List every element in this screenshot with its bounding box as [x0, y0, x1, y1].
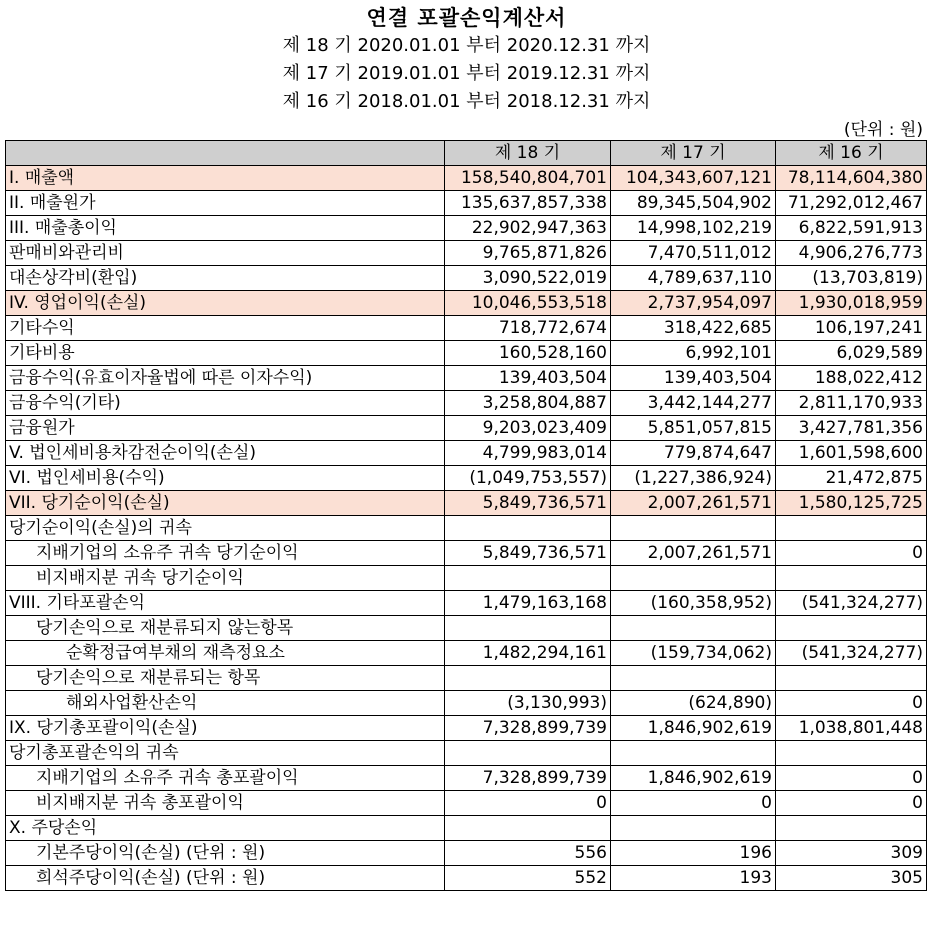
- value-18: 7,328,899,739: [445, 716, 611, 741]
- row-label: 당기총포괄손익의 귀속: [6, 741, 445, 766]
- row-label: 지배기업의 소유주 귀속 총포괄이익: [6, 766, 445, 791]
- value-18: [445, 741, 611, 766]
- table-row: [6, 666, 927, 691]
- table-row: [6, 841, 927, 866]
- row-label: 판매비와관리비: [6, 241, 445, 266]
- value-16: 188,022,412: [776, 366, 927, 391]
- value-18: [445, 566, 611, 591]
- value-17: 779,874,647: [611, 441, 776, 466]
- value-17: 1,846,902,619: [611, 716, 776, 741]
- value-16: 0: [776, 541, 927, 566]
- value-17: [611, 666, 776, 691]
- table-row: [6, 466, 927, 491]
- value-18: 135,637,857,338: [445, 191, 611, 216]
- table-body: [6, 166, 927, 891]
- value-17: 3,442,144,277: [611, 391, 776, 416]
- row-label: 대손상각비(환입): [6, 266, 445, 291]
- table-row: [6, 391, 927, 416]
- value-18: [445, 616, 611, 641]
- value-17: 14,998,102,219: [611, 216, 776, 241]
- row-label: 당기손익으로 재분류되는 항목: [6, 666, 445, 691]
- period-18: 제 18 기 2020.01.01 부터 2020.12.31 까지: [282, 35, 651, 56]
- value-16: [776, 816, 927, 841]
- header-row: [6, 141, 927, 166]
- row-label: III. 매출총이익: [6, 216, 445, 241]
- value-16: 106,197,241: [776, 316, 927, 341]
- value-17: 2,737,954,097: [611, 291, 776, 316]
- value-18: [445, 816, 611, 841]
- table-row: [6, 516, 927, 541]
- value-16: [776, 516, 927, 541]
- row-label: X. 주당손익: [6, 816, 445, 841]
- value-17: [611, 516, 776, 541]
- table-row: [6, 716, 927, 741]
- value-16: 0: [776, 791, 927, 816]
- page-title: 연결 포괄손익계산서: [366, 6, 567, 30]
- value-17: [611, 566, 776, 591]
- table-row: [6, 591, 927, 616]
- value-18: 139,403,504: [445, 366, 611, 391]
- value-18: 9,765,871,826: [445, 241, 611, 266]
- row-label: 금융수익(유효이자율법에 따른 이자수익): [6, 366, 445, 391]
- value-18: 160,528,160: [445, 341, 611, 366]
- value-17: 7,470,511,012: [611, 241, 776, 266]
- value-17: 196: [611, 841, 776, 866]
- table-row: [6, 441, 927, 466]
- table-row: [6, 366, 927, 391]
- value-16: (541,324,277): [776, 591, 927, 616]
- table-row: [6, 316, 927, 341]
- value-18: (3,130,993): [445, 691, 611, 716]
- header-16: 제 16 기: [776, 141, 927, 166]
- table-row: [6, 241, 927, 266]
- value-17: 0: [611, 791, 776, 816]
- row-label: V. 법인세비용차감전순이익(손실): [6, 441, 445, 466]
- value-16: 78,114,604,380: [776, 166, 927, 191]
- value-16: 6,029,589: [776, 341, 927, 366]
- row-label: 금융원가: [6, 416, 445, 441]
- value-17: 193: [611, 866, 776, 891]
- value-17: 1,846,902,619: [611, 766, 776, 791]
- table-row: [6, 266, 927, 291]
- table-row: [6, 191, 927, 216]
- value-18: 552: [445, 866, 611, 891]
- table-row: [6, 566, 927, 591]
- value-18: 4,799,983,014: [445, 441, 611, 466]
- value-17: 139,403,504: [611, 366, 776, 391]
- value-18: 10,046,553,518: [445, 291, 611, 316]
- value-18: 158,540,804,701: [445, 166, 611, 191]
- period-17: 제 17 기 2019.01.01 부터 2019.12.31 까지: [282, 63, 651, 84]
- value-16: 2,811,170,933: [776, 391, 927, 416]
- value-16: 6,822,591,913: [776, 216, 927, 241]
- value-18: 1,479,163,168: [445, 591, 611, 616]
- value-17: 6,992,101: [611, 341, 776, 366]
- value-16: 21,472,875: [776, 466, 927, 491]
- row-label: 기본주당이익(손실) (단위 : 원): [6, 841, 445, 866]
- value-17: 2,007,261,571: [611, 541, 776, 566]
- header-17: 제 17 기: [611, 141, 776, 166]
- value-18: 7,328,899,739: [445, 766, 611, 791]
- row-label: 희석주당이익(손실) (단위 : 원): [6, 866, 445, 891]
- row-label: 기타수익: [6, 316, 445, 341]
- value-16: 305: [776, 866, 927, 891]
- row-label: IX. 당기총포괄이익(손실): [6, 716, 445, 741]
- value-18: 1,482,294,161: [445, 641, 611, 666]
- table-row: [6, 741, 927, 766]
- value-18: [445, 666, 611, 691]
- table-row: [6, 491, 927, 516]
- table-row: [6, 416, 927, 441]
- row-label: 당기손익으로 재분류되지 않는항목: [6, 616, 445, 641]
- value-16: 1,580,125,725: [776, 491, 927, 516]
- value-16: 0: [776, 691, 927, 716]
- value-17: [611, 816, 776, 841]
- row-label: 금융수익(기타): [6, 391, 445, 416]
- value-18: [445, 516, 611, 541]
- value-16: (13,703,819): [776, 266, 927, 291]
- table-row: [6, 291, 927, 316]
- value-17: (159,734,062): [611, 641, 776, 666]
- value-17: 318,422,685: [611, 316, 776, 341]
- row-label: VIII. 기타포괄손익: [6, 591, 445, 616]
- value-17: 4,789,637,110: [611, 266, 776, 291]
- value-17: [611, 616, 776, 641]
- value-16: 71,292,012,467: [776, 191, 927, 216]
- value-16: (541,324,277): [776, 641, 927, 666]
- value-17: 5,851,057,815: [611, 416, 776, 441]
- value-18: 5,849,736,571: [445, 491, 611, 516]
- value-16: 1,038,801,448: [776, 716, 927, 741]
- value-16: 4,906,276,773: [776, 241, 927, 266]
- row-label: 비지배지분 귀속 총포괄이익: [6, 791, 445, 816]
- row-label: 비지배지분 귀속 당기순이익: [6, 566, 445, 591]
- value-16: 1,930,018,959: [776, 291, 927, 316]
- period-16: 제 16 기 2018.01.01 부터 2018.12.31 까지: [282, 91, 651, 112]
- value-18: 3,258,804,887: [445, 391, 611, 416]
- row-label: 당기순이익(손실)의 귀속: [6, 516, 445, 541]
- table-row: [6, 641, 927, 666]
- header-18: 제 18 기: [445, 141, 611, 166]
- table-row: [6, 616, 927, 641]
- value-17: (624,890): [611, 691, 776, 716]
- row-label: IV. 영업이익(손실): [6, 291, 445, 316]
- value-17: 104,343,607,121: [611, 166, 776, 191]
- value-16: 1,601,598,600: [776, 441, 927, 466]
- value-18: 3,090,522,019: [445, 266, 611, 291]
- row-label: 순확정급여부채의 재측정요소: [6, 641, 445, 666]
- income-statement-table: [5, 140, 927, 891]
- value-18: (1,049,753,557): [445, 466, 611, 491]
- row-label: II. 매출원가: [6, 191, 445, 216]
- unit-label: (단위 : 원): [843, 120, 923, 140]
- row-label: 기타비용: [6, 341, 445, 366]
- value-16: [776, 616, 927, 641]
- value-18: 22,902,947,363: [445, 216, 611, 241]
- table-row: [6, 816, 927, 841]
- table-row: [6, 866, 927, 891]
- value-17: (1,227,386,924): [611, 466, 776, 491]
- value-16: 3,427,781,356: [776, 416, 927, 441]
- value-18: 718,772,674: [445, 316, 611, 341]
- value-16: 309: [776, 841, 927, 866]
- value-16: [776, 566, 927, 591]
- table-row: [6, 541, 927, 566]
- value-16: [776, 666, 927, 691]
- value-16: [776, 741, 927, 766]
- value-16: 0: [776, 766, 927, 791]
- row-label: 지배기업의 소유주 귀속 당기순이익: [6, 541, 445, 566]
- row-label: VII. 당기순이익(손실): [6, 491, 445, 516]
- table-row: [6, 691, 927, 716]
- row-label: 해외사업환산손익: [6, 691, 445, 716]
- value-18: 0: [445, 791, 611, 816]
- value-18: 9,203,023,409: [445, 416, 611, 441]
- value-17: 2,007,261,571: [611, 491, 776, 516]
- table-row: [6, 341, 927, 366]
- table-row: [6, 166, 927, 191]
- value-18: 5,849,736,571: [445, 541, 611, 566]
- header-blank: [6, 141, 445, 166]
- row-label: VI. 법인세비용(수익): [6, 466, 445, 491]
- row-label: I. 매출액: [6, 166, 445, 191]
- table-row: [6, 766, 927, 791]
- value-17: 89,345,504,902: [611, 191, 776, 216]
- value-18: 556: [445, 841, 611, 866]
- table-row: [6, 791, 927, 816]
- table-row: [6, 216, 927, 241]
- value-17: [611, 741, 776, 766]
- value-17: (160,358,952): [611, 591, 776, 616]
